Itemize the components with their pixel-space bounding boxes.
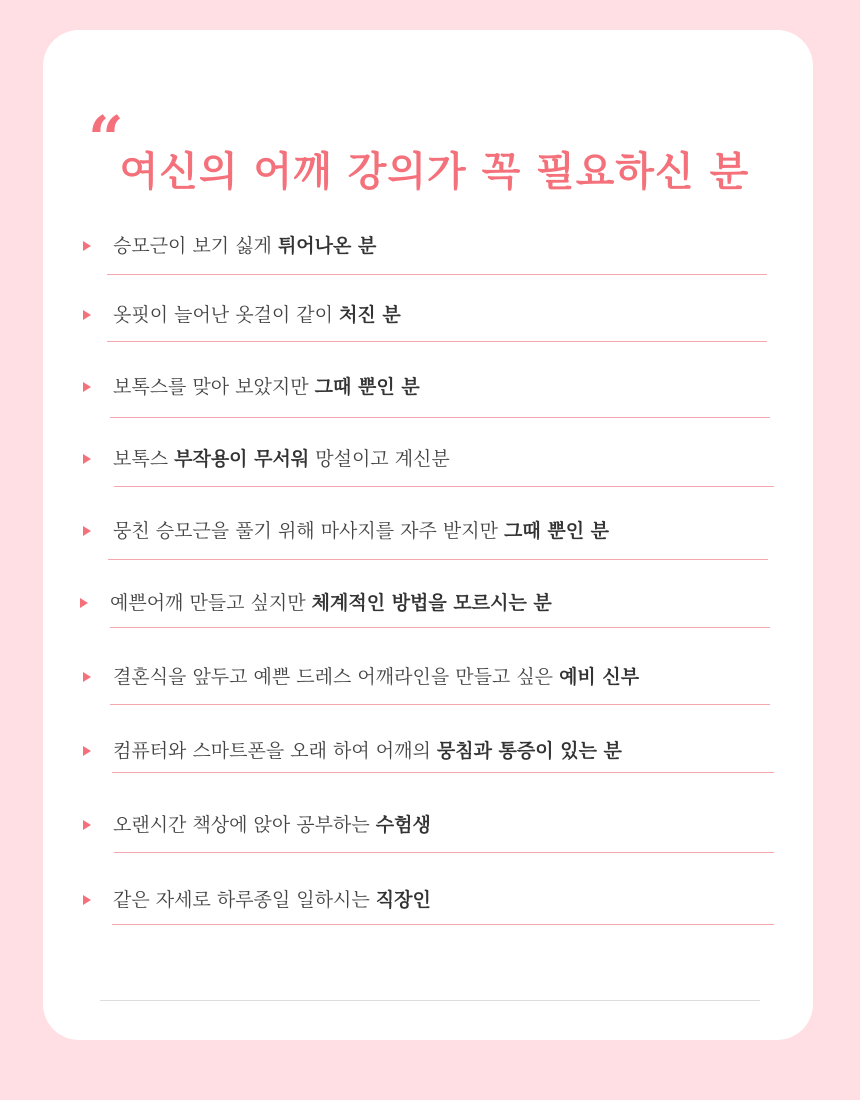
list-item-text: 옷핏이 늘어난 옷걸이 같이 처진 분 — [113, 304, 401, 326]
triangle-bullet-icon — [83, 746, 91, 756]
list-item-text: 결혼식을 앞두고 예쁜 드레스 어깨라인을 만들고 싶은 예비 신부 — [113, 666, 640, 688]
divider — [112, 924, 774, 925]
triangle-bullet-icon — [83, 382, 91, 392]
page-heading — [88, 102, 750, 195]
divider — [110, 627, 770, 628]
list-item-text: 오랜시간 책상에 앉아 공부하는 수험생 — [113, 814, 431, 836]
triangle-bullet-icon — [83, 895, 91, 905]
list-item-text: 예쁜어깨 만들고 싶지만 체계적인 방법을 모르시는 분 — [110, 592, 552, 614]
divider — [114, 852, 774, 853]
triangle-bullet-icon — [83, 526, 91, 536]
triangle-bullet-icon — [83, 454, 91, 464]
triangle-bullet-icon — [83, 241, 91, 251]
list-item-text: 보톡스 부작용이 무서워 망설이고 계신분 — [113, 448, 450, 470]
footer-divider — [100, 1000, 760, 1001]
page-title: 여신의 어깨 강의가 꼭 필요하신 분 — [119, 149, 750, 195]
list-item-text: 컴퓨터와 스마트폰을 오래 하여 어깨의 뭉침과 통증이 있는 분 — [113, 740, 622, 762]
triangle-bullet-icon — [83, 672, 91, 682]
divider — [114, 486, 774, 487]
divider — [108, 559, 768, 560]
list-item-text: 뭉친 승모근을 풀기 위해 마사지를 자주 받지만 그때 뿐인 분 — [113, 520, 610, 542]
triangle-bullet-icon — [83, 310, 91, 320]
list-item-text: 보톡스를 맞아 보았지만 그때 뿐인 분 — [113, 376, 420, 398]
divider — [107, 341, 767, 342]
divider — [107, 274, 767, 275]
list-item-text: 같은 자세로 하루종일 일하시는 직장인 — [113, 889, 431, 911]
divider — [110, 704, 770, 705]
quote-mark-icon: “ — [88, 102, 118, 175]
list-item-text: 승모근이 보기 싫게 튀어나온 분 — [113, 235, 377, 257]
triangle-bullet-icon — [80, 598, 88, 608]
divider — [110, 417, 770, 418]
divider — [112, 772, 774, 773]
triangle-bullet-icon — [83, 820, 91, 830]
